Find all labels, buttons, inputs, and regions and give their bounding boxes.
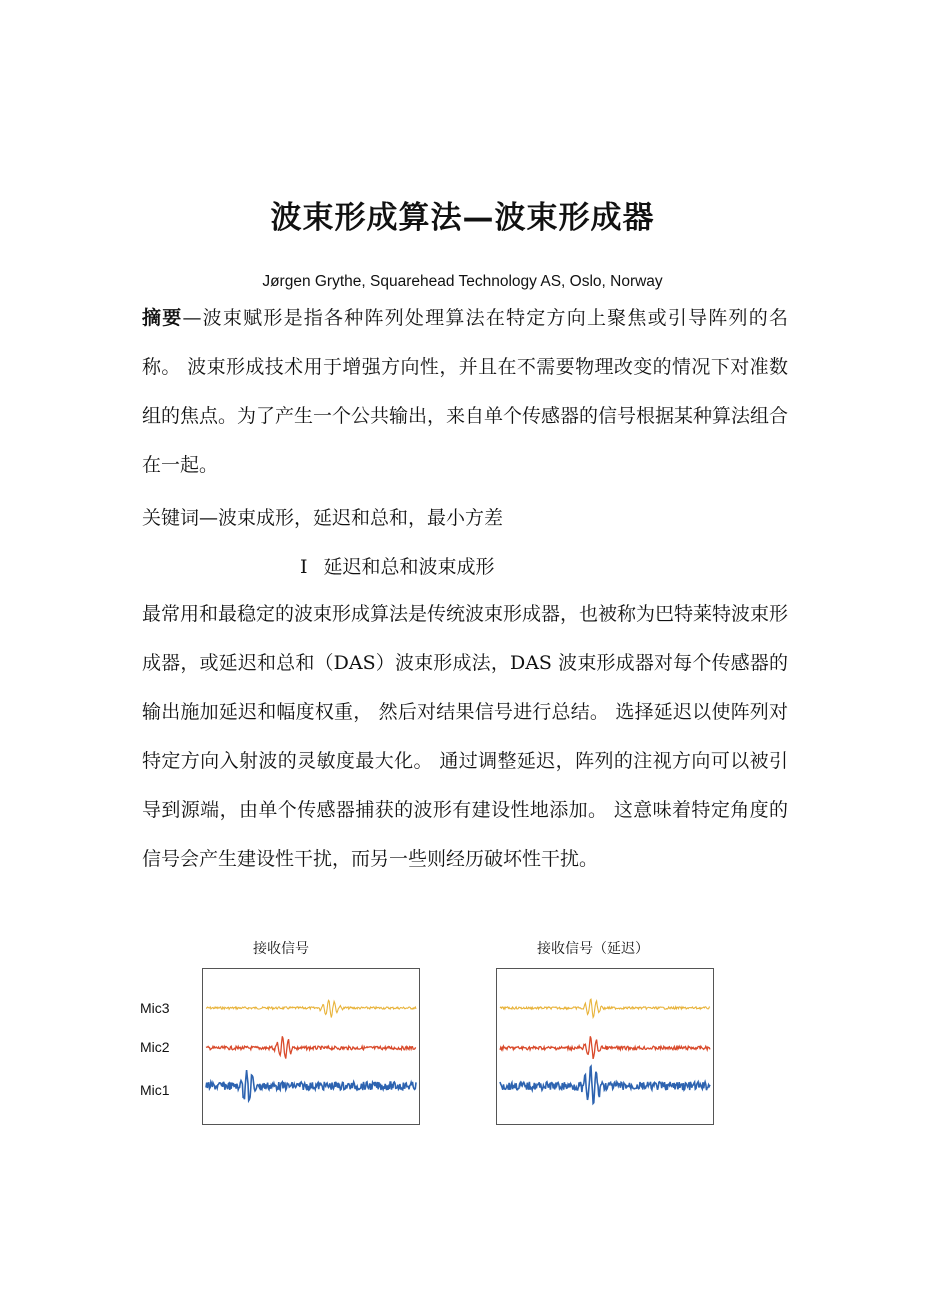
section-title: 延迟和总和波束成形	[323, 556, 495, 578]
abstract-lead: 摘要	[142, 307, 183, 329]
author-line: Jørgen Grythe, Squarehead Technology AS, Oslo, Norway	[262, 273, 663, 290]
mic1-label: Mic1	[140, 1082, 170, 1098]
mic2-label: Mic2	[140, 1039, 170, 1055]
figure-right-caption: 接收信号（延迟）	[537, 941, 649, 957]
keywords-line: 关键词—波束成形，延迟和总和，最小方差	[142, 507, 504, 529]
figure-delayed-signals	[496, 968, 714, 1126]
body-paragraph: 最常用和最稳定的波束形成算法是传统波束形成器，也被称为巴特莱特波束形成器，或延迟和总和（DAS）波束形成法，DAS 波束形成器对每个传感器的输出施加延迟和幅度权重， 然后对结果信号进行总结。 选择延迟以使阵列对特定方向入射波的灵敏度最大化。 通过调整延迟，阵列的注视方向可以被引导到源端，由单个传感器捕获的波形有建设性地添加。 这意味着特定角度的信号会产生建设性干扰，而另一些则经历破坏性干扰。	[142, 603, 789, 870]
figure-received-signals	[202, 968, 420, 1126]
section-number: I	[300, 556, 308, 578]
abstract-text: —波束赋形是指各种阵列处理算法在特定方向上聚焦或引导阵列的名称。 波束形成技术用于增强方向性，并且在不需要物理改变的情况下对准数组的焦点。为了产生一个公共输出，来自单个传感器的信号根据某种算法组合在一起。	[142, 307, 789, 476]
figure-left-caption: 接收信号	[253, 941, 309, 957]
section-heading	[300, 543, 495, 592]
mic3-label: Mic3	[140, 1000, 170, 1016]
paper-title: 波束形成算法—波束形成器	[270, 200, 655, 236]
abstract-paragraph	[142, 294, 788, 490]
